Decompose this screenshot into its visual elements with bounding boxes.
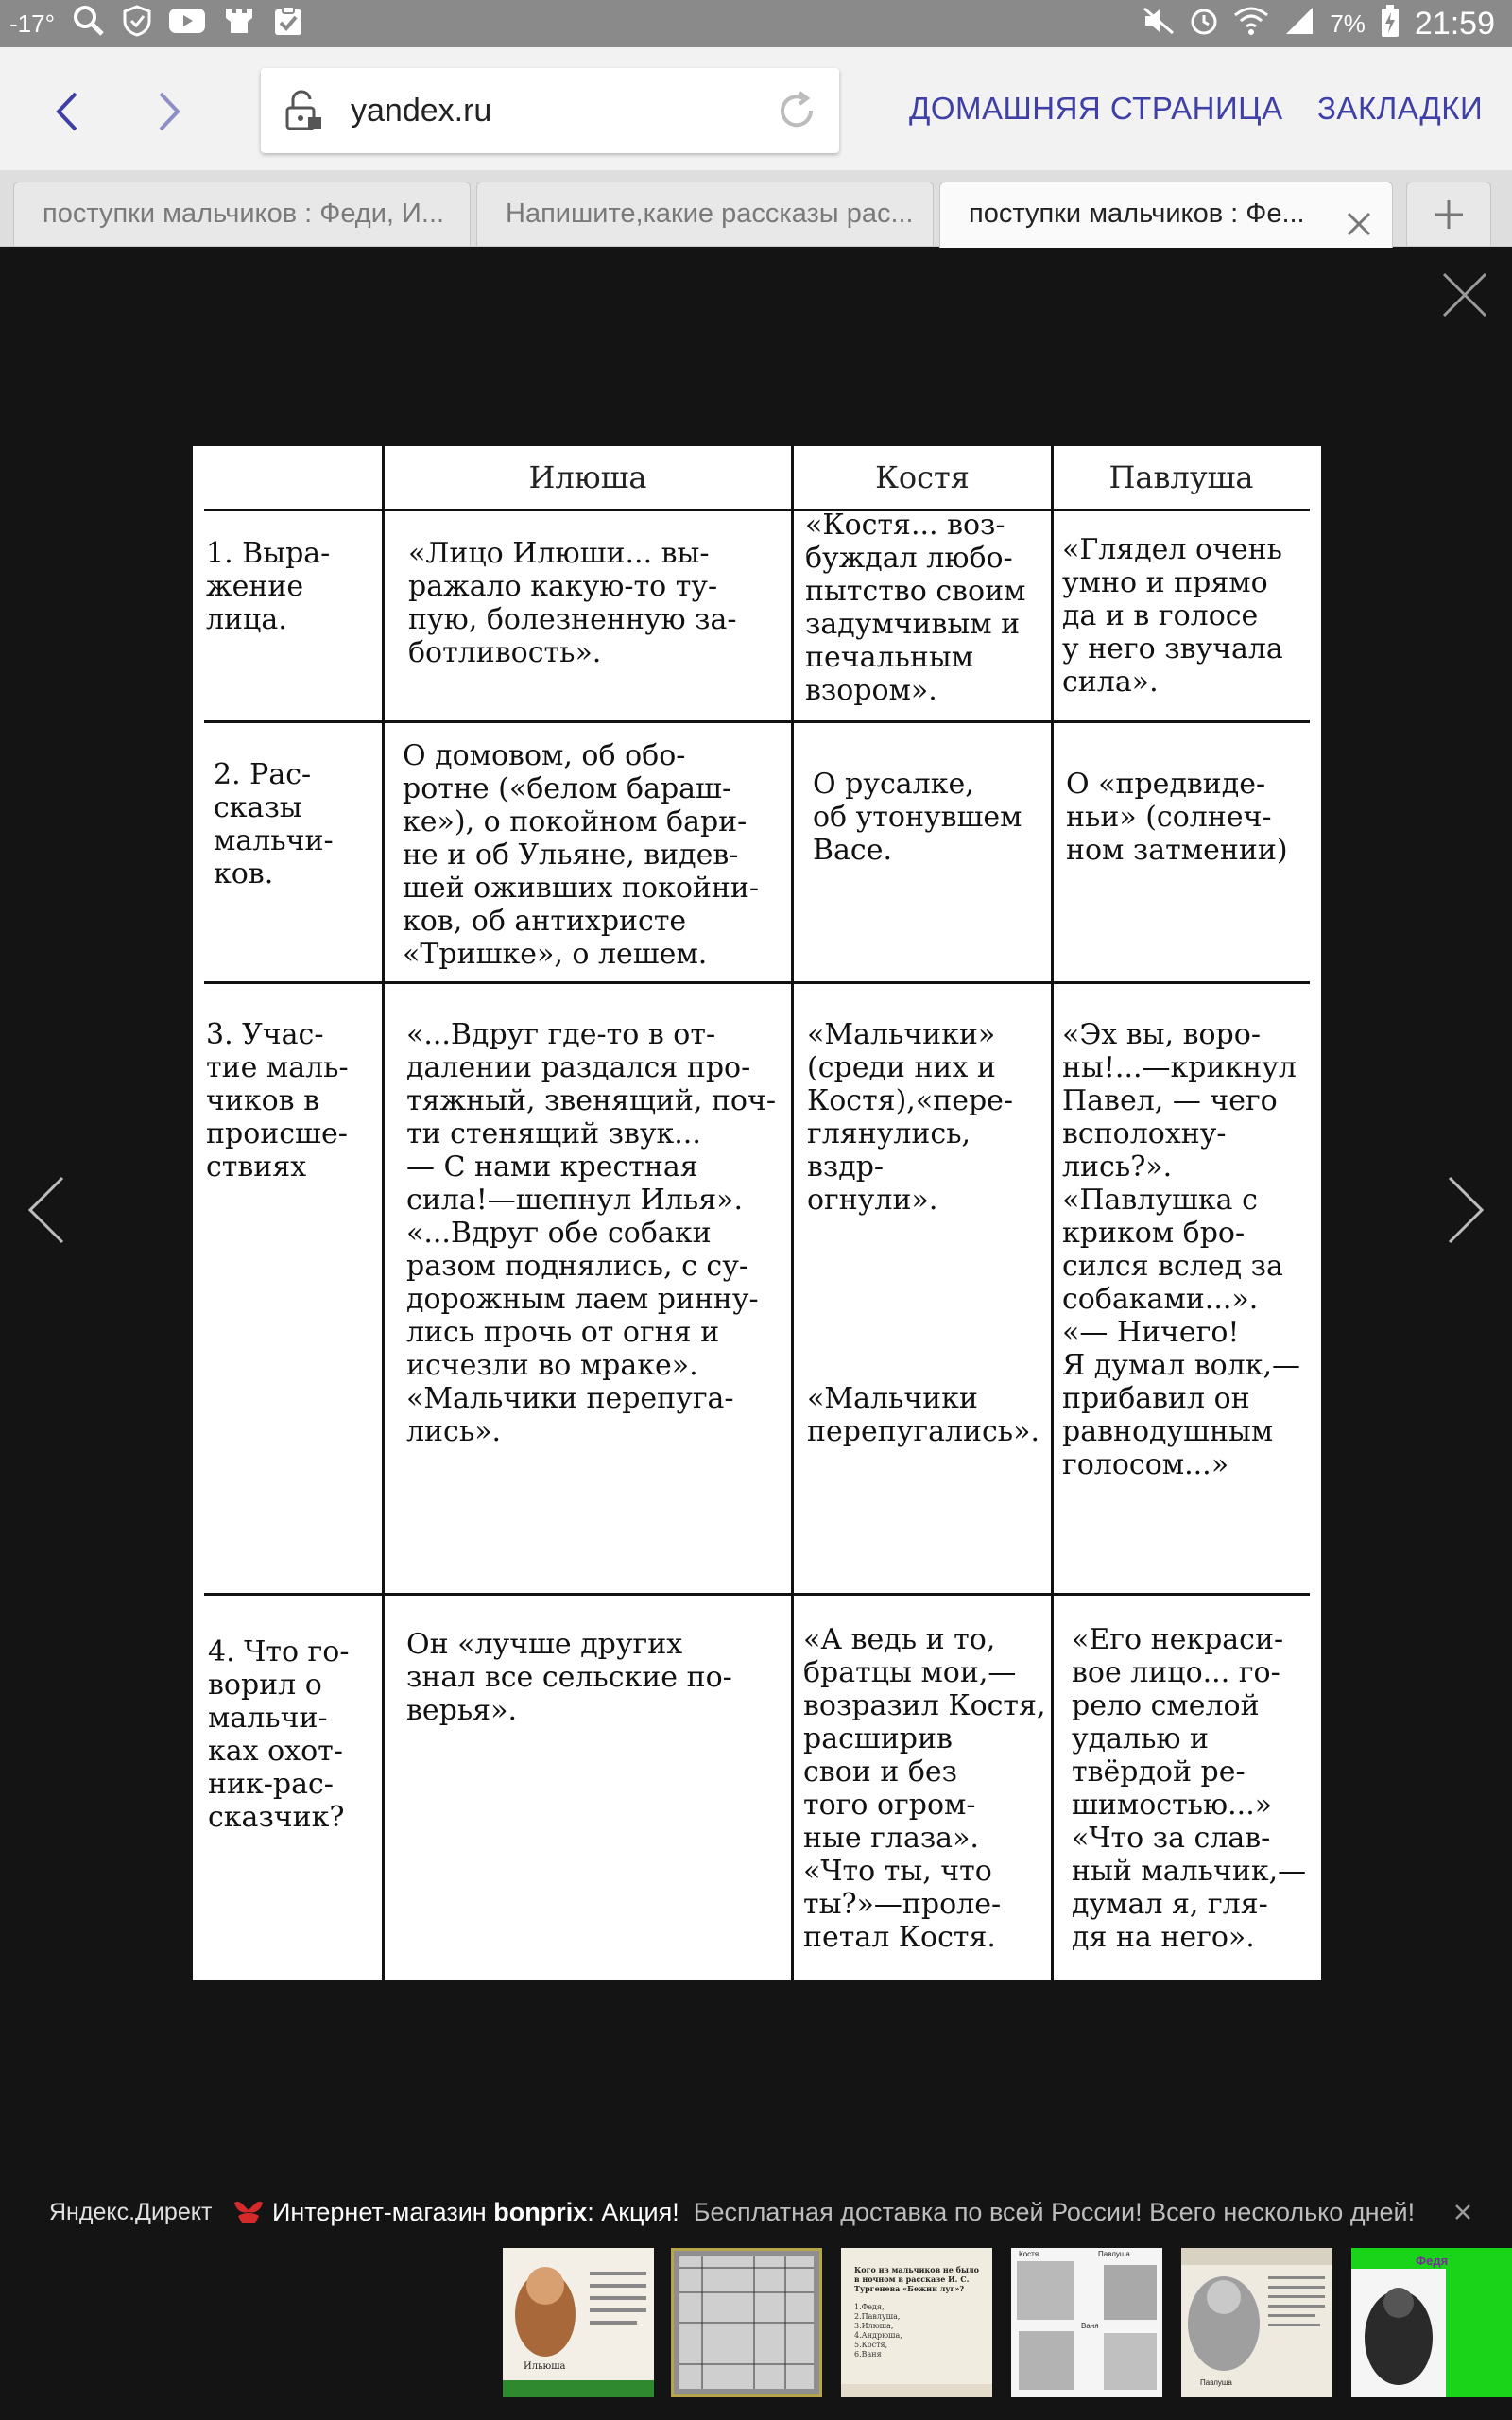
tab-1[interactable]: поступки мальчиков : Феди, И... xyxy=(13,182,471,246)
row-4-kostya: «А ведь и то, братцы мои,— возразил Костя, расширив свои и без того огром- ные глаза». «Что ты, что ты?»—проле- петал Костя. xyxy=(803,1623,1046,1954)
row-3-label: 3. Учас- тие маль- чиков в происше- ствиях xyxy=(206,1018,349,1184)
scanned-table-image xyxy=(193,446,1321,1980)
grid-line xyxy=(204,981,1310,984)
grid-line xyxy=(791,446,794,1980)
clock: 21:59 xyxy=(1414,5,1495,42)
row-4-ilyusha: Он «лучше других знал все сельские по- верья». xyxy=(406,1628,732,1727)
unlocked-padlock-icon xyxy=(282,89,325,137)
reload-icon[interactable] xyxy=(775,89,818,137)
ad-banner[interactable] xyxy=(0,2184,1512,2240)
grid-line xyxy=(1051,446,1054,1980)
new-tab-button[interactable] xyxy=(1406,182,1491,246)
browser-toolbar xyxy=(0,47,1512,170)
battery-charging-icon xyxy=(1381,5,1400,43)
tab-2[interactable]: Напишите,какие рассказы рас... xyxy=(476,182,934,246)
ad-title-prefix: Интернет-магазин xyxy=(272,2198,494,2226)
status-bar xyxy=(0,0,1512,47)
row-2-ilyusha: О домовом, об обо- ротне («белом бараш- ке»), о покойном бари- не и об Ульяне, видев- шей оживших покойни- ков, об антихристе «Тришке», о лешем. xyxy=(403,739,760,971)
clipboard-check-icon xyxy=(272,5,304,43)
thumbnail-1-caption: Ильюша xyxy=(524,2361,566,2372)
row-4-label: 4. Что го- ворил о мальчи- ках охот- ник-рас- сказчик? xyxy=(208,1635,350,1834)
address-bar[interactable] xyxy=(261,68,839,153)
thumbnail-3[interactable] xyxy=(841,2248,992,2397)
previous-image-button[interactable] xyxy=(25,1172,68,1253)
mute-icon xyxy=(1143,7,1175,42)
row-1-pavlusha: «Глядел очень умно и прямо да и в голосе у него звучала сила». xyxy=(1062,533,1283,699)
home-page-link[interactable]: ДОМАШНЯЯ СТРАНИЦА xyxy=(909,91,1283,126)
battery-percent: 7% xyxy=(1330,9,1366,38)
temperature: -17° xyxy=(9,9,55,38)
ad-brand: bonprix xyxy=(493,2198,588,2226)
youtube-icon xyxy=(168,7,206,42)
header-kostya: Костя xyxy=(875,459,970,495)
bonprix-logo-icon xyxy=(232,2199,265,2230)
thumbnail-5-caption: Павлуша xyxy=(1200,2378,1232,2387)
chevron-right-icon xyxy=(155,90,183,133)
ad-label: Яндекс.Директ xyxy=(49,2199,213,2225)
row-3-kostya: «Мальчики» (среди них и Костя),«пере- глянулись, вздр- огнули». xyxy=(807,1018,1014,1217)
tab-bar xyxy=(0,170,1512,247)
thumbnail-4-label-a: Костя xyxy=(1019,2250,1040,2258)
close-viewer-button[interactable] xyxy=(1440,270,1489,324)
row-2-kostya: О русалке, об утонувшем Васе. xyxy=(813,768,1022,867)
next-image-button[interactable] xyxy=(1444,1172,1487,1253)
row-3-kostya-second: «Мальчики перепугались». xyxy=(807,1382,1040,1448)
close-tab-icon[interactable] xyxy=(1345,199,1373,248)
tab-3-active[interactable] xyxy=(939,182,1393,248)
header-pavlusha: Павлуша xyxy=(1108,459,1254,495)
thumbnail-1[interactable] xyxy=(503,2248,654,2397)
forward-button[interactable] xyxy=(136,83,202,140)
row-2-pavlusha: О «предвиде- ньи» (солнеч- ном затмении) xyxy=(1066,768,1288,867)
thumbnail-4-label-c: Ваня xyxy=(1081,2322,1099,2330)
thumbnail-strip xyxy=(0,2245,1512,2401)
ad-text[interactable] xyxy=(272,2184,1415,2240)
grid-line xyxy=(204,509,1310,511)
grid-line xyxy=(204,720,1310,723)
row-1-kostya: «Костя... воз- буждал любо- пытство своим задумчивым и печальным взором». xyxy=(805,509,1026,707)
close-ad-icon[interactable] xyxy=(1453,2203,1472,2226)
thumbnail-6-title: Федя xyxy=(1416,2254,1449,2268)
thumbnail-6[interactable] xyxy=(1351,2248,1512,2397)
thumbnail-2-selected[interactable] xyxy=(671,2248,822,2397)
chevron-right-icon xyxy=(1444,1172,1487,1248)
ad-title-suffix: : Акция! xyxy=(587,2198,679,2226)
wifi-icon xyxy=(1233,6,1269,43)
chevron-left-icon xyxy=(53,90,81,133)
row-2-label: 2. Рас- сказы мальчи- ков. xyxy=(214,758,334,890)
thumbnail-3-title: Кого из мальчиков не было в ночном в рассказе И. С. Тургенева «Бежин луг»? xyxy=(854,2265,979,2293)
grid-line xyxy=(204,1593,1310,1596)
close-icon xyxy=(1440,270,1489,320)
thumbnail-4[interactable] xyxy=(1011,2248,1162,2397)
thumbnail-4-label-b: Павлуша xyxy=(1098,2250,1130,2258)
row-3-ilyusha: «...Вдруг где-то в от- далении раздался про- тяжный, звенящий, поч- ти стенящий звук... — С нами крестная сила!—шепнул Илья». «...Вдруг обе собаки разом поднялись, с су- дорожным лаем ринну- лись прочь от огня и исчезли во мраке». «Мальчики перепуга- лись». xyxy=(406,1018,776,1448)
alarm-icon xyxy=(1190,6,1218,43)
grid-line xyxy=(382,446,385,1980)
row-3-pavlusha: «Эх вы, воро- ны!...—крикнул Павел, — чего всполохну- лись?». «Павлушка с криком бро- сился вслед за собаками...». «— Ничего! Я думал волк,— прибавил он равнодушным голосом...» xyxy=(1062,1018,1300,1481)
url-text: yandex.ru xyxy=(351,93,492,129)
signal-icon xyxy=(1284,6,1314,43)
shield-icon xyxy=(123,5,151,43)
row-1-ilyusha: «Лицо Илюши... вы- ражало какую-то ту- пую, болезненную за- ботливость». xyxy=(408,537,737,669)
header-ilyusha: Илюша xyxy=(528,459,647,495)
search-icon xyxy=(72,4,106,44)
thumbnail-3-options: 1.Федя, 2.Павлуша, 3.Илюша, 4.Андрюша, 5.Костя, 6.Ваня xyxy=(854,2303,902,2359)
ad-description: Бесплатная доставка по всей России! Всего несколько дней! xyxy=(693,2198,1416,2226)
back-button[interactable] xyxy=(34,83,100,140)
tab-3-title: поступки мальчиков : Фе... xyxy=(969,199,1305,229)
bookmarks-link[interactable]: ЗАКЛАДКИ xyxy=(1317,91,1484,126)
castle-icon xyxy=(223,5,255,43)
row-1-label: 1. Выра- жение лица. xyxy=(206,537,331,636)
plus-icon xyxy=(1432,198,1466,232)
thumbnail-5[interactable] xyxy=(1181,2248,1332,2397)
chevron-left-icon xyxy=(25,1172,68,1248)
row-4-pavlusha: «Его некраси- вое лицо... го- рело смелой удалью и твёрдой ре- шимостью...» «Что за слав- ный мальчик,— думал я, гля- дя на него». xyxy=(1072,1623,1307,1954)
